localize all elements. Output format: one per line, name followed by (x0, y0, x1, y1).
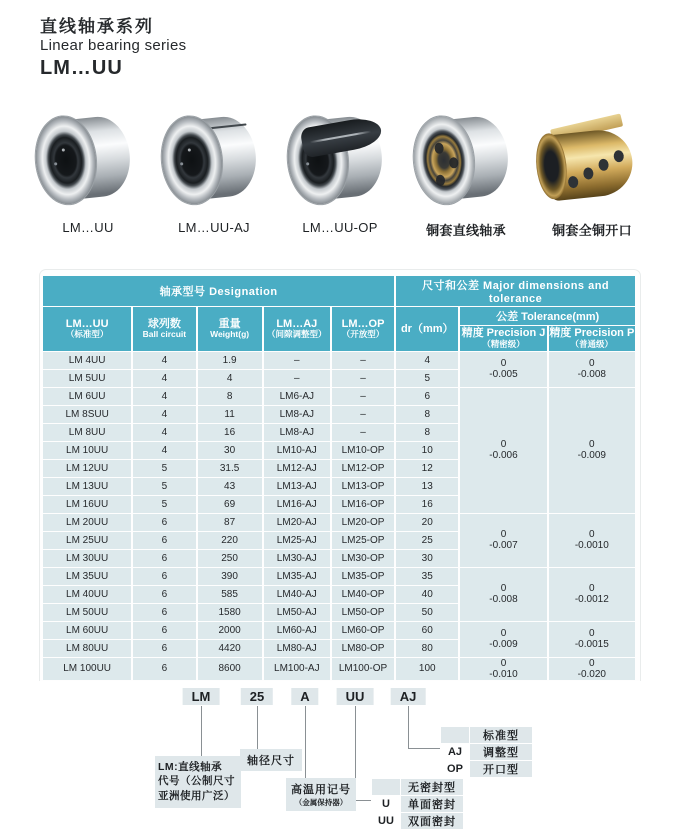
product-image-lm-uu (26, 106, 150, 214)
product-image-lm-uu-aj (152, 106, 276, 214)
spec-cell: LM 25UU (43, 532, 131, 549)
page-title-en: Linear bearing series (40, 37, 187, 55)
spec-cell: 69 (198, 496, 262, 513)
spec-cell: 6 (133, 586, 195, 603)
spec-cell: LM13-AJ (264, 478, 330, 495)
product-image-bronze-open (530, 106, 654, 214)
spec-cell: 6 (396, 388, 458, 405)
high-temp-note: 高温用记号 （金属保持器） (286, 778, 356, 811)
spec-row (43, 388, 635, 405)
spec-cell: 250 (198, 550, 262, 567)
tolerance-group-header: 公差 Tolerance(mm) (460, 307, 635, 325)
spec-cell: 11 (198, 406, 262, 423)
product-lm-uu-op (278, 106, 402, 239)
spec-cell: LM10-AJ (264, 442, 330, 459)
spec-cell: LM 16UU (43, 496, 131, 513)
connector-line (201, 706, 202, 756)
spec-cell: LM6-AJ (264, 388, 330, 405)
col-header-precision-p: 精度 Precision P （普通级） (549, 327, 635, 349)
spec-cell: LM40-AJ (264, 586, 330, 603)
product-lm-uu (26, 106, 150, 239)
spec-cell: 13 (396, 478, 458, 495)
spec-cell: LM80-OP (332, 640, 394, 657)
spec-cell: LM16-OP (332, 496, 394, 513)
spec-cell: LM50-OP (332, 604, 394, 621)
title-block (0, 0, 680, 80)
spec-cell: 80 (396, 640, 458, 657)
spec-cell: LM60-AJ (264, 622, 330, 639)
spec-cell: 40 (396, 586, 458, 603)
spec-cell: LM 4UU (43, 352, 131, 369)
spec-cell: LM 12UU (43, 460, 131, 477)
spec-cell: LM40-OP (332, 586, 394, 603)
connector-line (408, 706, 409, 748)
spec-cell: 31.5 (198, 460, 262, 477)
col-header-op: LM…OP （开放型） (332, 307, 394, 350)
spec-cell: 4 (133, 352, 195, 369)
spec-cell: 8 (396, 406, 458, 423)
spec-cell: LM12-OP (332, 460, 394, 477)
spec-cell: 16 (198, 424, 262, 441)
spec-cell: LM8-AJ (264, 424, 330, 441)
tolerance-p-cell: 0 -0.008 (549, 352, 635, 387)
spec-cell: – (264, 352, 330, 369)
spec-cell: LM 50UU (43, 604, 131, 621)
spec-cell: 20 (396, 514, 458, 531)
dimensions-group-header: 尺寸和公差 Major dimensions and tolerance (396, 276, 635, 306)
spec-cell: – (332, 370, 394, 387)
col-header-dr: dr（mm） (396, 307, 458, 350)
spec-cell: LM25-AJ (264, 532, 330, 549)
spec-cell: LM80-AJ (264, 640, 330, 657)
spec-cell: 4 (133, 424, 195, 441)
spec-cell: 6 (133, 622, 195, 639)
tolerance-j-cell: 0 -0.007 (460, 514, 546, 567)
tolerance-p-cell: 0 -0.009 (549, 388, 635, 513)
spec-cell: 6 (133, 514, 195, 531)
spec-row (43, 352, 635, 369)
spec-cell: 4 (133, 442, 195, 459)
spec-cell: LM60-OP (332, 622, 394, 639)
code-box-aj: AJ (391, 688, 426, 705)
spec-cell: 87 (198, 514, 262, 531)
product-lm-uu-aj (152, 106, 276, 239)
spec-cell: 390 (198, 568, 262, 585)
tolerance-j-cell: 0 -0.006 (460, 388, 546, 513)
spec-cell: LM12-AJ (264, 460, 330, 477)
code-box-size: 25 (241, 688, 273, 705)
col-header-aj: LM…AJ （间隙调整型） (264, 307, 330, 350)
spec-cell: LM 6UU (43, 388, 131, 405)
connector-line (257, 706, 258, 749)
page-series: LM…UU (40, 57, 123, 80)
designation-group-header: 轴承型号 Designation (43, 276, 394, 306)
product-bronze-open (530, 106, 654, 239)
spec-cell: 6 (133, 658, 195, 680)
spec-cell: LM 8SUU (43, 406, 131, 423)
spec-cell: 585 (198, 586, 262, 603)
spec-cell: 4420 (198, 640, 262, 657)
spec-cell: LM 10UU (43, 442, 131, 459)
spec-cell: 8 (198, 388, 262, 405)
spec-cell: 16 (396, 496, 458, 513)
tolerance-p-cell: 0 -0.0015 (549, 622, 635, 657)
spec-cell: 4 (133, 388, 195, 405)
spec-cell: LM35-AJ (264, 568, 330, 585)
product-label: LM…UU (62, 220, 114, 236)
spec-cell: 12 (396, 460, 458, 477)
spec-cell: – (332, 424, 394, 441)
lm-note: LM:直线轴承 代号（公制尺寸 亚洲使用广泛） (155, 756, 241, 808)
spec-row (43, 658, 635, 680)
spec-cell: 5 (396, 370, 458, 387)
spec-cell: LM50-AJ (264, 604, 330, 621)
product-image-bronze-bearing (404, 106, 528, 214)
spec-cell: LM16-AJ (264, 496, 330, 513)
tolerance-j-cell: 0 -0.010 (460, 658, 546, 680)
code-box-uu: UU (337, 688, 374, 705)
product-image-lm-uu-op (278, 106, 402, 214)
code-box-lm: LM (183, 688, 220, 705)
spec-cell: 43 (198, 478, 262, 495)
spec-cell: LM 35UU (43, 568, 131, 585)
tolerance-j-cell: 0 -0.008 (460, 568, 546, 621)
spec-cell: LM25-OP (332, 532, 394, 549)
tolerance-p-cell: 0 -0.0012 (549, 568, 635, 621)
page-title-zh: 直线轴承系列 (40, 17, 154, 36)
spec-cell: LM20-AJ (264, 514, 330, 531)
spec-cell: – (332, 388, 394, 405)
product-label: LM…UU-AJ (178, 220, 250, 236)
connector-line (355, 800, 371, 801)
spec-cell: 4 (133, 370, 195, 387)
spec-cell: 5 (133, 478, 195, 495)
spec-cell: 60 (396, 622, 458, 639)
spec-cell: 30 (198, 442, 262, 459)
tolerance-p-cell: 0 -0.0010 (549, 514, 635, 567)
spec-cell: 1.9 (198, 352, 262, 369)
spec-cell: – (332, 406, 394, 423)
connector-line (408, 748, 440, 749)
tolerance-p-cell: 0 -0.020 (549, 658, 635, 680)
spec-cell: – (264, 370, 330, 387)
spec-cell: 8 (396, 424, 458, 441)
spec-cell: LM100-OP (332, 658, 394, 680)
spec-cell: LM 13UU (43, 478, 131, 495)
spec-cell: LM20-OP (332, 514, 394, 531)
product-row (0, 106, 680, 239)
spec-cell: 25 (396, 532, 458, 549)
col-header-precision-j: 精度 Precision J （精密级） (461, 327, 546, 349)
spec-cell: LM 8UU (43, 424, 131, 441)
spec-row (43, 514, 635, 531)
spec-cell: 10 (396, 442, 458, 459)
spec-row (43, 568, 635, 585)
spec-cell: 6 (133, 532, 195, 549)
spec-cell: 1580 (198, 604, 262, 621)
product-label: 铜套直线轴承 (426, 223, 506, 239)
spec-cell: 100 (396, 658, 458, 680)
spec-cell: 6 (133, 604, 195, 621)
spec-cell: LM 40UU (43, 586, 131, 603)
spec-cell: LM13-OP (332, 478, 394, 495)
spec-cell: 50 (396, 604, 458, 621)
spec-cell: LM 30UU (43, 550, 131, 567)
spec-table-panel (39, 269, 641, 680)
product-label: 铜套全铜开口 (552, 223, 632, 239)
spec-cell: LM30-OP (332, 550, 394, 567)
spec-cell: 6 (133, 550, 195, 567)
spec-cell: LM100-AJ (264, 658, 330, 680)
col-header-model: LM…UU （标准型） (43, 307, 131, 350)
designation-diagram (0, 683, 680, 838)
spec-cell: LM35-OP (332, 568, 394, 585)
spec-cell: LM 60UU (43, 622, 131, 639)
spec-cell: LM 5UU (43, 370, 131, 387)
spec-cell: LM8-AJ (264, 406, 330, 423)
spec-cell: 30 (396, 550, 458, 567)
product-label: LM…UU-OP (302, 220, 378, 236)
spec-table-body (43, 352, 635, 680)
spec-cell: 5 (133, 496, 195, 513)
spec-cell: 8600 (198, 658, 262, 680)
spec-cell: 4 (198, 370, 262, 387)
shaft-diameter-note: 轴径尺寸 (240, 749, 302, 771)
spec-cell: 5 (133, 460, 195, 477)
spec-cell: – (332, 352, 394, 369)
spec-cell: LM30-AJ (264, 550, 330, 567)
product-bronze-bearing (404, 106, 528, 239)
tolerance-j-cell: 0 -0.009 (460, 622, 546, 657)
spec-cell: LM10-OP (332, 442, 394, 459)
spec-cell: 2000 (198, 622, 262, 639)
col-header-ball-circuit: 球列数 Ball circuit (133, 307, 195, 350)
spec-cell: 4 (133, 406, 195, 423)
spec-cell: LM 80UU (43, 640, 131, 657)
spec-row (43, 622, 635, 639)
spec-table (41, 275, 637, 680)
spec-cell: LM 20UU (43, 514, 131, 531)
spec-cell: 6 (133, 640, 195, 657)
spec-cell: 4 (396, 352, 458, 369)
code-box-a: A (291, 688, 318, 705)
spec-cell: 35 (396, 568, 458, 585)
seal-code-table: 无密封型 U 单面密封 UU 双面密封 (371, 778, 464, 830)
col-header-weight: 重量 Weight(g) (198, 307, 262, 350)
tolerance-j-cell: 0 -0.005 (460, 352, 546, 387)
spec-cell: LM 100UU (43, 658, 131, 680)
connector-line (305, 706, 306, 778)
type-code-table: 标准型 AJ 调整型 OP 开口型 (440, 726, 533, 778)
spec-cell: 6 (133, 568, 195, 585)
spec-cell: 220 (198, 532, 262, 549)
